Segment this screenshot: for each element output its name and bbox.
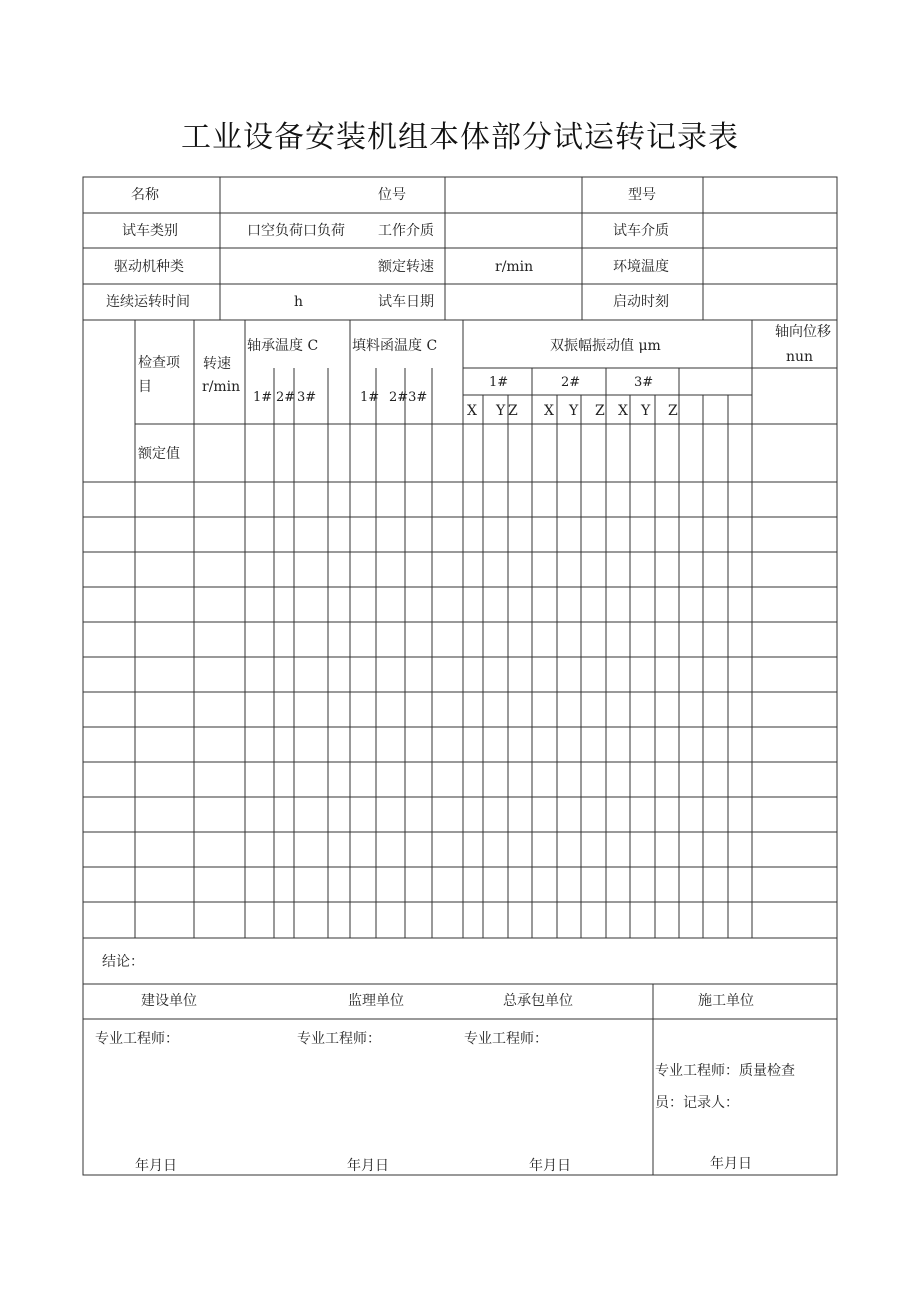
vibration-header: 双振幅振动值 μm xyxy=(550,338,661,354)
table-border xyxy=(83,177,837,1175)
axis-z-label: Z xyxy=(668,403,678,419)
speed-label: 转速 xyxy=(203,356,231,372)
date-label: 年月日 xyxy=(347,1158,389,1174)
packing-temp-header: 填料函温度 C xyxy=(352,338,438,354)
axis-x-label: X xyxy=(618,403,628,419)
continuous-time-label: 连续运转时间 xyxy=(106,294,190,310)
model-label: 型号 xyxy=(628,187,656,203)
packing-1-label: 1# xyxy=(360,390,380,405)
axis-z-label: Z xyxy=(595,403,605,419)
date-label: 年月日 xyxy=(135,1158,177,1174)
test-date-label: 试车日期 xyxy=(378,294,434,310)
axis-y-label: Y xyxy=(641,403,651,419)
rated-speed-unit: r/min xyxy=(495,259,534,275)
test-medium-label: 试车介质 xyxy=(613,223,669,239)
check-item-label: 检查项 xyxy=(138,355,180,371)
bearing-3-label: 3# xyxy=(297,390,317,405)
date-label: 年月日 xyxy=(529,1158,571,1174)
axis-y-label: Y xyxy=(569,403,579,419)
date-label: 年月日 xyxy=(710,1156,752,1172)
axial-displacement-unit: nun xyxy=(786,349,814,365)
start-time-label: 启动时刻 xyxy=(613,294,669,310)
ambient-temp-label: 环境温度 xyxy=(613,259,669,275)
test-type-label: 试车类别 xyxy=(122,223,178,239)
construction-unit-label: 建设单位 xyxy=(141,993,197,1009)
vibration-2-label: 2# xyxy=(561,375,581,390)
rated-speed-label: 额定转速 xyxy=(378,259,434,275)
vibration-1-label: 1# xyxy=(489,375,509,390)
speed-unit: r/min xyxy=(202,379,241,395)
bearing-2-label: 2# xyxy=(276,390,296,405)
axis-z-label: Z xyxy=(508,403,518,419)
conclusion-label: 结论： xyxy=(102,954,144,970)
axis-x-label: X xyxy=(467,403,477,419)
test-type-options: 口空负荷口负荷 xyxy=(247,223,345,239)
page-title: 工业设备安装机组本体部分试运转记录表 xyxy=(181,120,739,155)
builder-unit-label: 施工单位 xyxy=(698,993,754,1009)
engineer-signature: 专业工程师： xyxy=(464,1031,548,1047)
axis-x-label: X xyxy=(544,403,554,419)
engineer-signature: 专业工程师： xyxy=(297,1031,381,1047)
engineer-signature: 专业工程师： xyxy=(95,1031,179,1047)
builder-signature-line-1: 专业工程师：质量检查 xyxy=(655,1063,795,1079)
rated-value-label: 额定值 xyxy=(138,446,180,462)
continuous-time-unit: h xyxy=(294,294,304,310)
packing-23-label: 2#3# xyxy=(389,390,428,405)
supervision-unit-label: 监理单位 xyxy=(348,993,404,1009)
bearing-temp-header: 轴承温度 C xyxy=(247,338,319,354)
driver-type-label: 驱动机种类 xyxy=(114,259,184,275)
bearing-1-label: 1# xyxy=(253,390,273,405)
general-contractor-label: 总承包单位 xyxy=(503,993,573,1009)
name-label: 名称 xyxy=(131,187,159,203)
vibration-3-label: 3# xyxy=(634,375,654,390)
axis-y-label: Y xyxy=(496,403,506,419)
axial-displacement-header: 轴向位移 xyxy=(775,324,831,340)
work-medium-label: 工作介质 xyxy=(378,223,434,239)
check-item-label-2: 目 xyxy=(138,379,152,395)
position-label: 位号 xyxy=(378,187,406,203)
builder-signature-line-2: 员：记录人： xyxy=(655,1095,739,1111)
